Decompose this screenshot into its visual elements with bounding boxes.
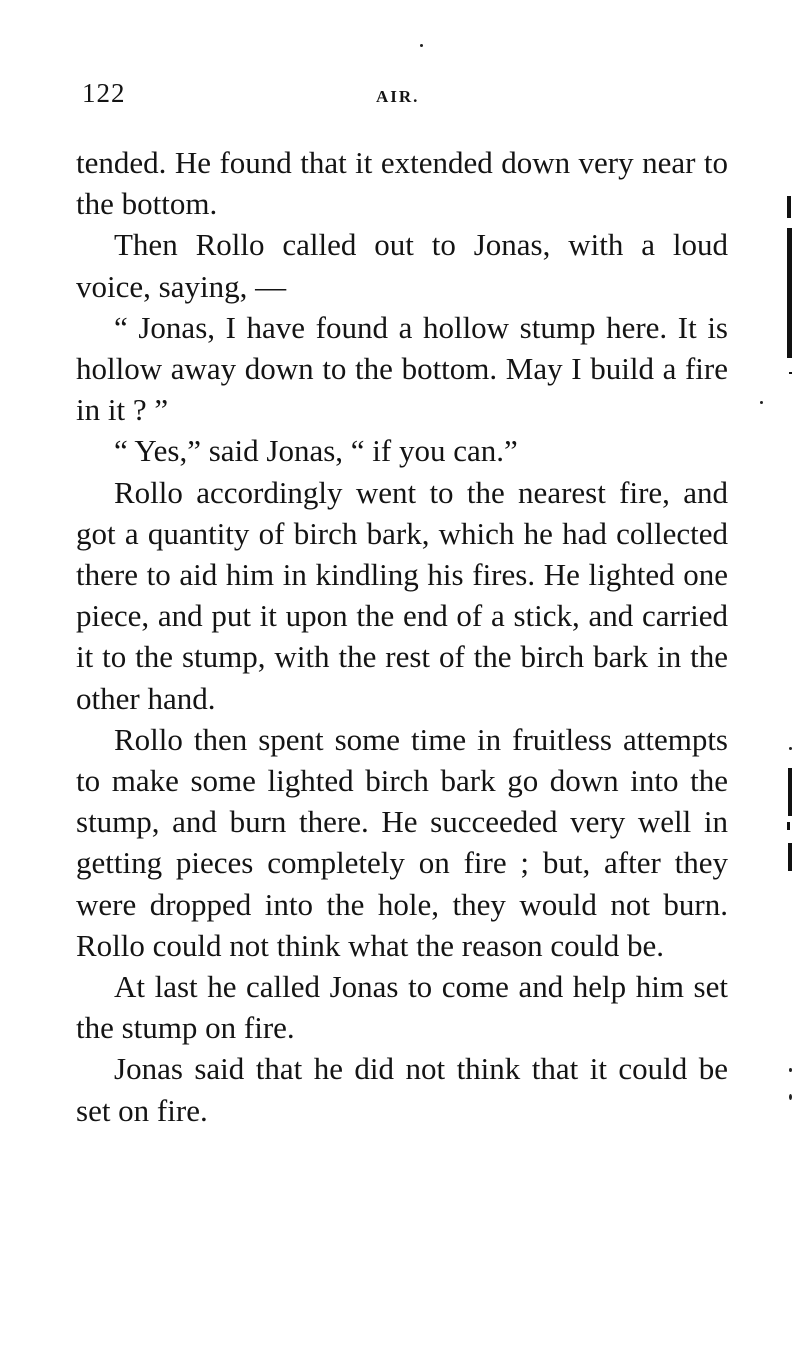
scan-speck (760, 401, 763, 404)
paragraph: “ Jonas, I have found a hollow stump here. It is hollow away down to the bottom. May I build a fire in it ? ” (76, 309, 728, 428)
paragraph: Jonas said that he did not think that it could be set on fire. (76, 1051, 728, 1128)
margin-mark (787, 228, 792, 358)
body-text (76, 142, 728, 1131)
paragraph: “ Yes,” said Jonas, “ if you can.” (114, 433, 518, 469)
paragraph: Then Rollo called out to Jonas, with a loud voice, saying, — (76, 227, 728, 304)
scan-speck (420, 44, 423, 47)
margin-mark (789, 372, 792, 374)
paragraph: At last he called Jonas to come and help him set the stump on fire. (76, 969, 728, 1046)
page-number: 122 (82, 78, 126, 108)
scan-speck (789, 1094, 792, 1100)
paragraph: Rollo then spent some time in fruitless attempts to make some lighted birch bark go down into the stump, and burn there. He succeeded very well in getting pieces completely on fire ; but, after they were dropped into the hole, they would not burn. Rollo could not think what the reason could be. (76, 721, 728, 963)
margin-mark (788, 768, 792, 816)
scan-speck (789, 747, 792, 750)
scan-speck (789, 1068, 792, 1072)
margin-mark (788, 843, 792, 871)
running-head: AIR. (376, 87, 420, 106)
paragraph: Rollo accordingly went to the nearest fire, and got a quantity of birch bark, which he had collected there to aid him in kindling his fires. He lighted one piece, and put it upon the end of a stick, and carried it to the stump, with the rest of the birch bark in the other hand. (76, 474, 728, 716)
paragraph-continued: tended. He found that it extended down very near to the bottom. (76, 145, 728, 222)
margin-mark (787, 196, 791, 218)
margin-mark (787, 822, 790, 830)
